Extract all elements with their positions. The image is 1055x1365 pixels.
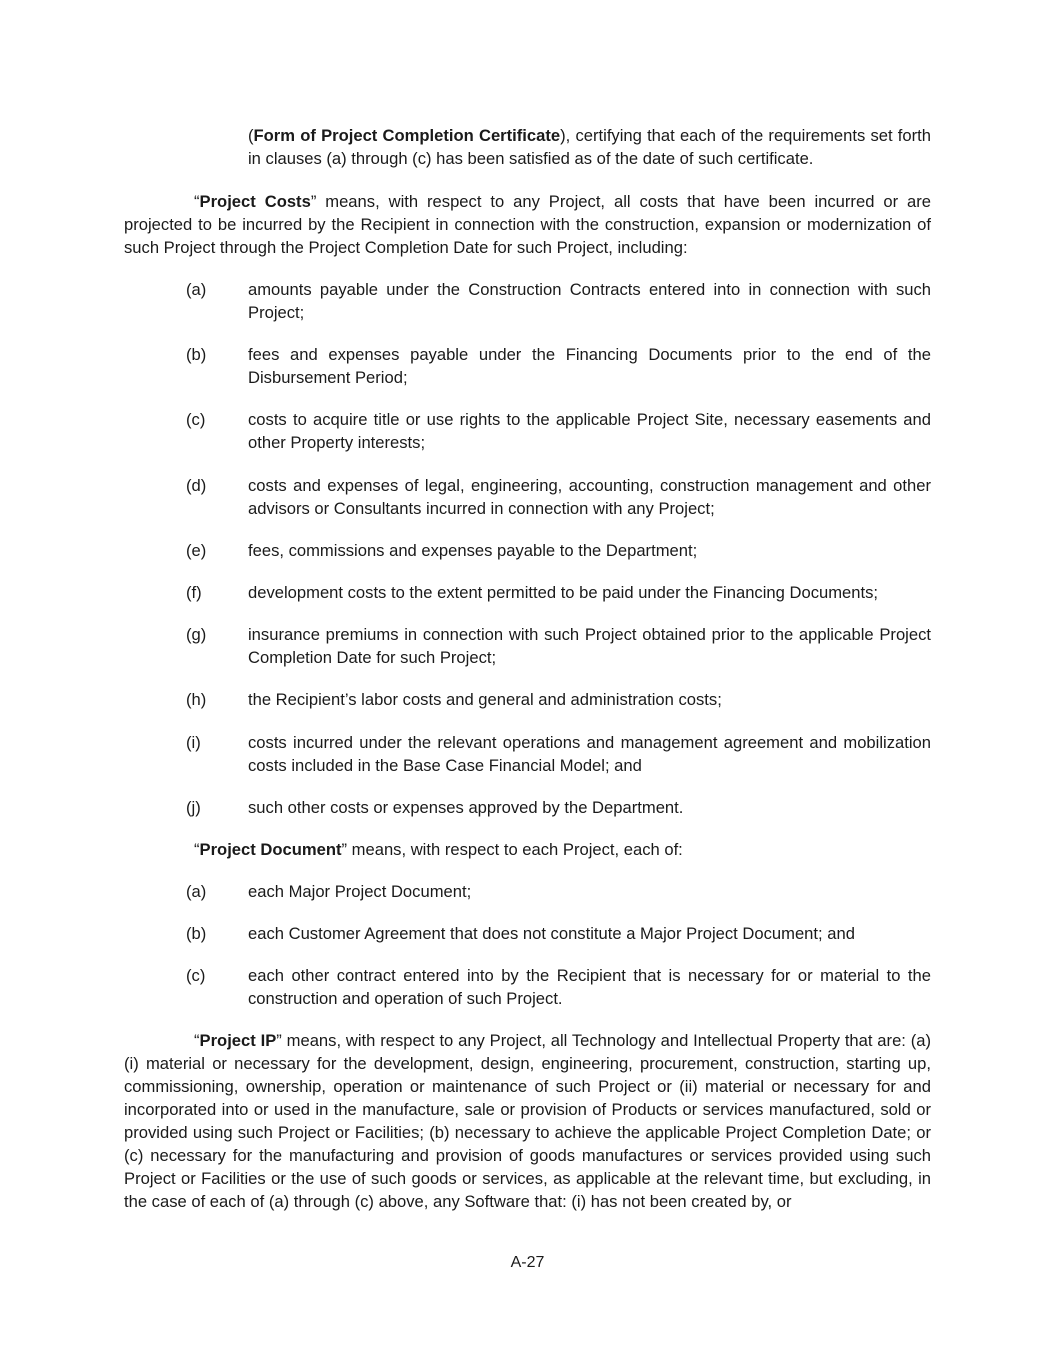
list-item-text: development costs to the extent permitted to be paid under the Financing Documents; (248, 583, 879, 602)
list-item-text: fees, commissions and expenses payable to the Department; (248, 541, 698, 560)
defined-term: Project IP (199, 1031, 277, 1050)
page-number: A-27 (510, 1254, 545, 1271)
defined-term: Form of Project Completion Certificate (253, 126, 561, 145)
list-item-label: (d) (186, 476, 207, 495)
list-item-text: the Recipient’s labor costs and general and administration costs; (248, 690, 722, 709)
list-item-label: (i) (186, 733, 201, 752)
list-item-label: (c) (186, 410, 206, 429)
list-item-label: (a) (186, 280, 207, 299)
list-item-label: (j) (186, 798, 201, 817)
list-item-label: (b) (186, 345, 207, 364)
list-item-label: (a) (186, 882, 207, 901)
list-item-text: costs incurred under the relevant operations and management agreement and mobilization costs included in the Base Case Financial Model; and (248, 733, 931, 775)
list-item-text: each other contract entered into by the Recipient that is necessary for or material to the construction and operation of such Project. (248, 966, 931, 1008)
list-item-text: costs to acquire title or use rights to the applicable Project Site, necessary easements and other Property interests; (248, 410, 931, 452)
list-item-label: (c) (186, 966, 206, 985)
list-item-label: (g) (186, 625, 207, 644)
defined-term: Project Document (199, 840, 342, 859)
completion-certificate-paragraph: (Form of Project Completion Certificate), certifying that each of the requirements set forth in clauses (a) through (c) has been satisfied as of the date of such certificate. (248, 126, 931, 168)
list-item-label: (e) (186, 541, 207, 560)
project-costs-definition: “Project Costs” means, with respect to any Project, all costs that have been incurred or are projected to be incurred by the Recipient in connection with the construction, expansion or modernization of such Project through the Project Completion Date for such Project, including: (124, 192, 931, 257)
list-item-text: each Major Project Document; (248, 882, 472, 901)
list-item-text: such other costs or expenses approved by the Department. (248, 798, 684, 817)
project-document-definition: “Project Document” means, with respect to each Project, each of: (194, 840, 683, 859)
defined-term: Project Costs (199, 192, 311, 211)
list-item-text: each Customer Agreement that does not constitute a Major Project Document; and (248, 924, 855, 943)
list-item-text: amounts payable under the Construction Contracts entered into in connection with such Project; (248, 280, 931, 322)
project-ip-definition: “Project IP” means, with respect to any Project, all Technology and Intellectual Property that are: (a) (i) material or necessary for the development, design, engineering, procurement, construction, starting up, commissioning, ownership, operation or maintenance of such Project or (ii) material or necessary for and incorporated into or used in the manufacture, sale or provision of Products or services manufactured, sold or provided using such Project or Facilities; (b) necessary to achieve the applicable Project Completion Date; or (c) necessary for the manufacturing and provision of goods manufactures or services provided using such Project or Facilities or the use of such goods or services, as applicable at the relevant time, but excluding, in the case of each of (a) through (c) above, any Software that: (i) has not been created by, or (124, 1031, 932, 1211)
list-item-text: fees and expenses payable under the Financing Documents prior to the end of the Disbursement Period; (248, 345, 931, 387)
list-item-label: (b) (186, 924, 207, 943)
list-item-text: insurance premiums in connection with such Project obtained prior to the applicable Project Completion Date for such Project; (248, 625, 931, 667)
list-item-text: costs and expenses of legal, engineering, accounting, construction management and other advisors or Consultants incurred in connection with any Project; (248, 476, 931, 518)
list-item-label: (h) (186, 690, 207, 709)
list-item-label: (f) (186, 583, 202, 602)
